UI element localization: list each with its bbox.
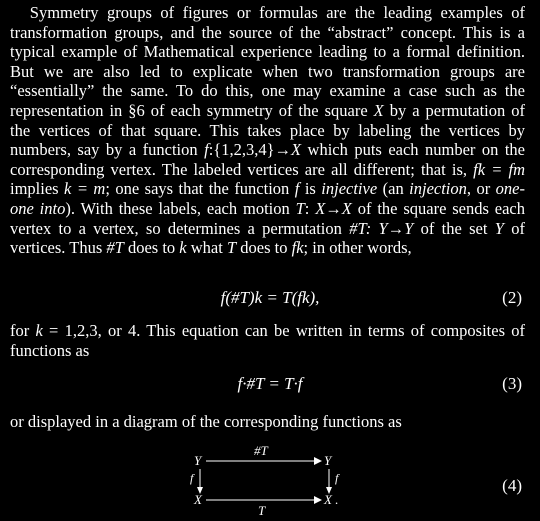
diagram-node-top-right: Y — [324, 453, 332, 468]
text: of the set — [413, 218, 495, 238]
paragraph-symmetry-groups — [10, 3, 525, 258]
math-expr: fk — [291, 238, 304, 258]
diagram-left-arrow-label: f — [190, 471, 194, 485]
paragraph-diagram-intro: or displayed in a diagram of the corresponding functions as — [10, 412, 402, 431]
text: does to — [123, 238, 180, 258]
math-var: k — [35, 321, 43, 340]
text: of vertices. Thus — [10, 218, 525, 258]
math-var: f — [294, 179, 300, 199]
math-var: k — [179, 238, 187, 258]
text: (an — [377, 179, 410, 199]
text: , or — [466, 179, 496, 199]
equation-number: (3) — [502, 374, 522, 393]
text: : — [304, 198, 316, 218]
text: ; one says that the function — [105, 179, 295, 199]
text: is — [299, 179, 322, 199]
math-var: Y — [494, 218, 504, 238]
math-var: X — [291, 140, 302, 160]
text: does to — [236, 238, 292, 258]
equation-3 — [0, 374, 540, 396]
math-expr: fk = fm — [473, 159, 526, 179]
diagram-right-arrow-label: f — [335, 471, 339, 485]
diagram-top-arrow-label: #T — [254, 445, 268, 458]
math-expr: k = m — [64, 179, 106, 199]
text: ). With these labels, each motion — [65, 198, 296, 218]
math-var: X — [373, 100, 384, 120]
math-var: f — [204, 140, 209, 160]
math-expr: #T — [106, 238, 124, 258]
math-var: T — [295, 198, 305, 218]
diagram-node-bottom-left: X — [194, 492, 202, 507]
paragraph-for-k — [10, 321, 525, 360]
text: by a permutation of the vertices of that square. This takes place by labeling the vertices by numbers, say by a function — [10, 100, 525, 160]
equation-number: (2) — [502, 288, 522, 307]
arrowhead-icon — [314, 496, 322, 504]
arrowhead-icon — [314, 457, 322, 465]
diagram-node-top-left: Y — [194, 453, 202, 468]
math-expr: X→X — [315, 198, 352, 218]
equation-number: (4) — [502, 476, 522, 495]
equation-expression: f(#T)k = T(fk), — [220, 288, 320, 307]
text: ; in other words, — [303, 238, 412, 258]
emphasis-term: injective — [321, 179, 378, 199]
emphasis-term: injection — [409, 179, 467, 199]
equation-expression: f·#T = T·f — [237, 374, 303, 393]
equation-2 — [0, 288, 540, 310]
text: which puts each number on the corresponding vertex. The labeled vertices are all different; that is, — [10, 140, 525, 179]
text: = 1,2,3, or 4. This equation can be written in terms of composites of functions as — [10, 321, 525, 360]
text: of the square sends each vertex to a vertex, so determines a permutation — [10, 198, 525, 238]
text: :{1,2,3,4}→ — [208, 140, 291, 160]
text: implies — [10, 179, 65, 199]
commutative-diagram — [190, 445, 360, 517]
emphasis-term: one-one into — [10, 179, 525, 218]
text: Symmetry groups of figures or formulas are the leading examples of transformation groups, and the source of the “abstract” concept. This is a typical example of Mathematical experience leading to a formal definition. But we are also led to explicate when two transformation groups are “essentially” the same. To do this, one may examine a case such as the representation in §6 of each symmetry of the square — [10, 3, 525, 120]
diagram-bottom-arrow-label: T — [258, 503, 266, 517]
text: what — [186, 238, 227, 258]
math-expr: #T: Y→Y — [349, 218, 414, 238]
diagram-node-bottom-right: X . — [324, 492, 339, 507]
math-var: T — [226, 238, 237, 258]
text: for — [10, 321, 36, 340]
